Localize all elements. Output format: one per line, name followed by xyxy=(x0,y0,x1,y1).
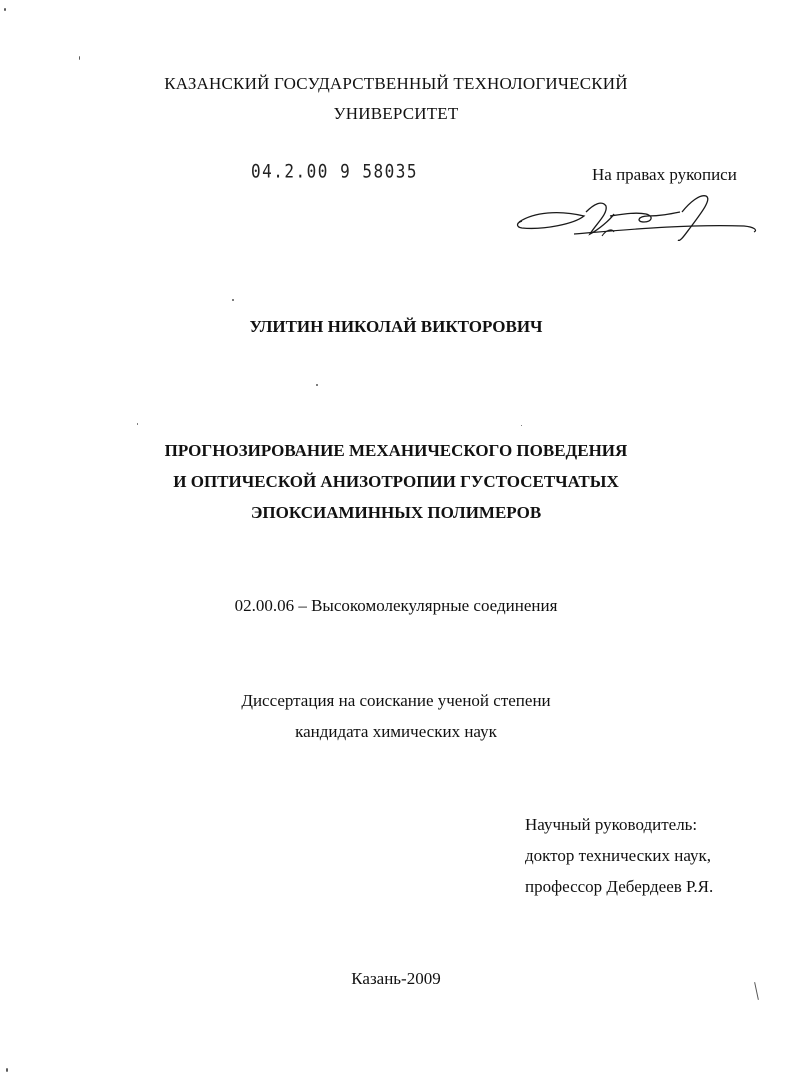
scan-speck xyxy=(4,8,6,11)
scan-speck xyxy=(6,1068,8,1072)
scan-speck xyxy=(232,299,234,301)
author-name: УЛИТИН НИКОЛАЙ ВИКТОРОВИЧ xyxy=(249,317,543,336)
signature-icon xyxy=(514,190,764,250)
supervisor-label: Научный руководитель: xyxy=(525,815,698,834)
supervisor-degree: доктор технических наук, xyxy=(525,846,712,865)
scan-speck xyxy=(137,423,138,425)
rights-note: На правах рукописи xyxy=(592,165,737,184)
scan-speck xyxy=(521,425,522,426)
supervisor-name: профессор Дебердеев Р.Я. xyxy=(525,877,714,896)
registry-stamp: 04.2.00 9 58035 xyxy=(251,160,418,182)
place-year: Казань-2009 xyxy=(351,969,441,988)
degree-line1: Диссертация на соискание ученой степени xyxy=(241,691,551,710)
scan-speck xyxy=(316,384,318,386)
specialty-code: 02.00.06 – Высокомолекулярные соединения xyxy=(234,596,558,615)
title-line2: И ОПТИЧЕСКОЙ АНИЗОТРОПИИ ГУСТОСЕТЧАТЫХ xyxy=(173,472,619,491)
title-line1: ПРОГНОЗИРОВАНИЕ МЕХАНИЧЕСКОГО ПОВЕДЕНИЯ xyxy=(164,441,628,460)
scan-speck xyxy=(79,56,80,60)
university-name-line1: КАЗАНСКИЙ ГОСУДАРСТВЕННЫЙ ТЕХНОЛОГИЧЕСКИЙ xyxy=(164,74,628,93)
university-name-line2: УНИВЕРСИТЕТ xyxy=(333,104,459,123)
title-line3: ЭПОКСИАМИННЫХ ПОЛИМЕРОВ xyxy=(250,503,542,522)
degree-line2: кандидата химических наук xyxy=(295,722,497,741)
